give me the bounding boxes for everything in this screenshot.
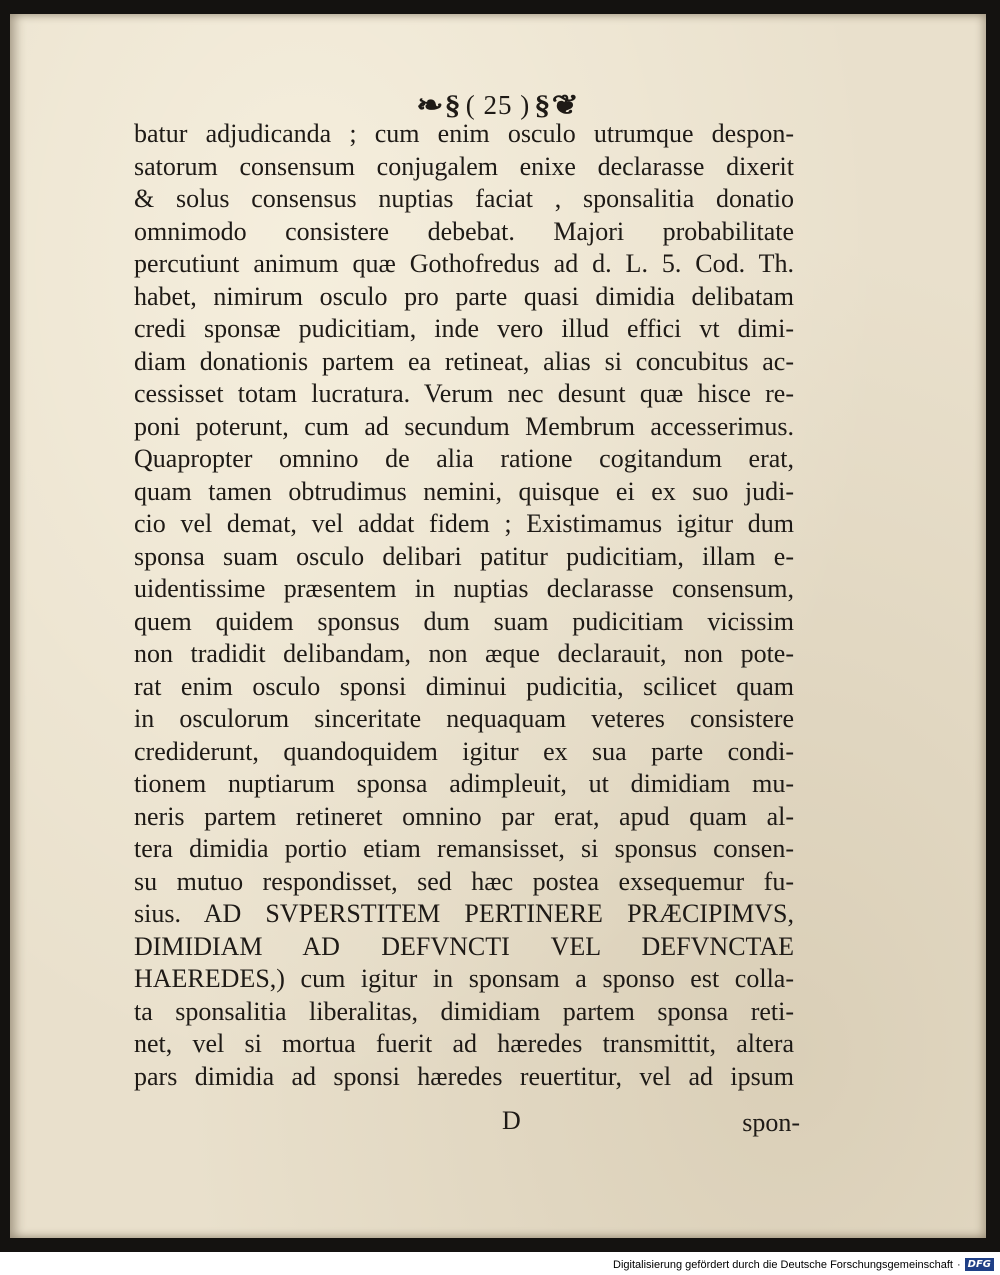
credit-text: Digitalisierung gefördert durch die Deutsche Forschungsgemeinschaft xyxy=(613,1258,953,1271)
text-line: Quapropter omnino de alia ratione cogitandum erat, xyxy=(134,444,794,473)
text-line: satorum consensum conjugalem enixe declarasse dixerit xyxy=(134,151,794,181)
text-line: cio vel demat, vel addat fidem ; Existimamus igitur dum xyxy=(134,509,794,538)
text-line: habet, nimirum osculo pro parte quasi dimidia delibatam xyxy=(134,281,794,311)
text-line: cessisset totam lucratura. Verum nec desunt quæ hisce re- xyxy=(134,379,794,408)
text-line: pars dimidia ad sponsi hæredes reuertitur, vel ad ipsum xyxy=(134,1061,794,1091)
body-text xyxy=(134,118,794,1093)
credit-separator: · xyxy=(956,1258,961,1271)
text-line: tera dimidia portio etiam remansisset, si sponsus consen- xyxy=(134,834,794,863)
text-line: omnimodo consistere debebat. Majori probabilitate xyxy=(134,216,794,246)
text-line: sponsa suam osculo delibari patitur pudicitiam, illam e- xyxy=(134,541,794,571)
text-line: credi sponsæ pudicitiam, inde vero illud effici vt dimi- xyxy=(134,314,794,343)
text-line: quam tamen obtrudimus nemini, quisque ei ex suo judi- xyxy=(134,476,794,506)
text-line: quem quidem sponsus dum suam pudicitiam vicissim xyxy=(134,606,794,636)
dfg-logo: DFG xyxy=(965,1258,994,1271)
signature-mark: D xyxy=(502,1106,521,1135)
right-ornament: §❦ xyxy=(534,90,580,120)
left-ornament: ❧§ xyxy=(416,90,462,120)
text-line: percutiunt animum quæ Gothofredus ad d. L. 5. Cod. Th. xyxy=(134,249,794,278)
text-line: non tradidit delibandam, non æque declarauit, non pote- xyxy=(134,639,794,668)
text-line: neris partem retineret omnino par erat, apud quam al- xyxy=(134,801,794,831)
text-line: diam donationis partem ea retineat, alias si concubitus ac- xyxy=(134,346,794,376)
text-line: HAEREDES,) cum igitur in sponsam a sponso est colla- xyxy=(134,964,794,993)
text-line: ta sponsalitia liberalitas, dimidiam partem sponsa reti- xyxy=(134,996,794,1026)
book-page xyxy=(10,14,986,1238)
page-header xyxy=(10,90,986,121)
digitization-credit xyxy=(613,1258,994,1271)
text-line: & solus consensus nuptias faciat , sponsalitia donatio xyxy=(134,184,794,213)
text-line: poni poterunt, cum ad secundum Membrum accesserimus. xyxy=(134,411,794,441)
page-number: ( 25 ) xyxy=(465,90,531,120)
text-line: net, vel si mortua fuerit ad hæredes transmittit, altera xyxy=(134,1029,794,1058)
text-line: sius. AD SVPERSTITEM PERTINERE PRÆCIPIMVS, xyxy=(134,899,794,928)
text-line: DIMIDIAM AD DEFVNCTI VEL DEFVNCTAE xyxy=(134,931,794,961)
text-line: batur adjudicanda ; cum enim osculo utrumque despon- xyxy=(134,119,794,148)
text-line: in osculorum sinceritate nequaquam veteres consistere xyxy=(134,704,794,733)
text-line: rat enim osculo sponsi diminui pudicitia, scilicet quam xyxy=(134,671,794,701)
text-line: su mutuo respondisset, sed hæc postea exsequemur fu- xyxy=(134,866,794,896)
text-line: tionem nuptiarum sponsa adimpleuit, ut dimidiam mu- xyxy=(134,769,794,798)
catchword: spon- xyxy=(742,1108,800,1137)
text-line: uidentissime præsentem in nuptias declarasse consensum, xyxy=(134,574,794,603)
text-line: crediderunt, quandoquidem igitur ex sua parte condi- xyxy=(134,736,794,766)
